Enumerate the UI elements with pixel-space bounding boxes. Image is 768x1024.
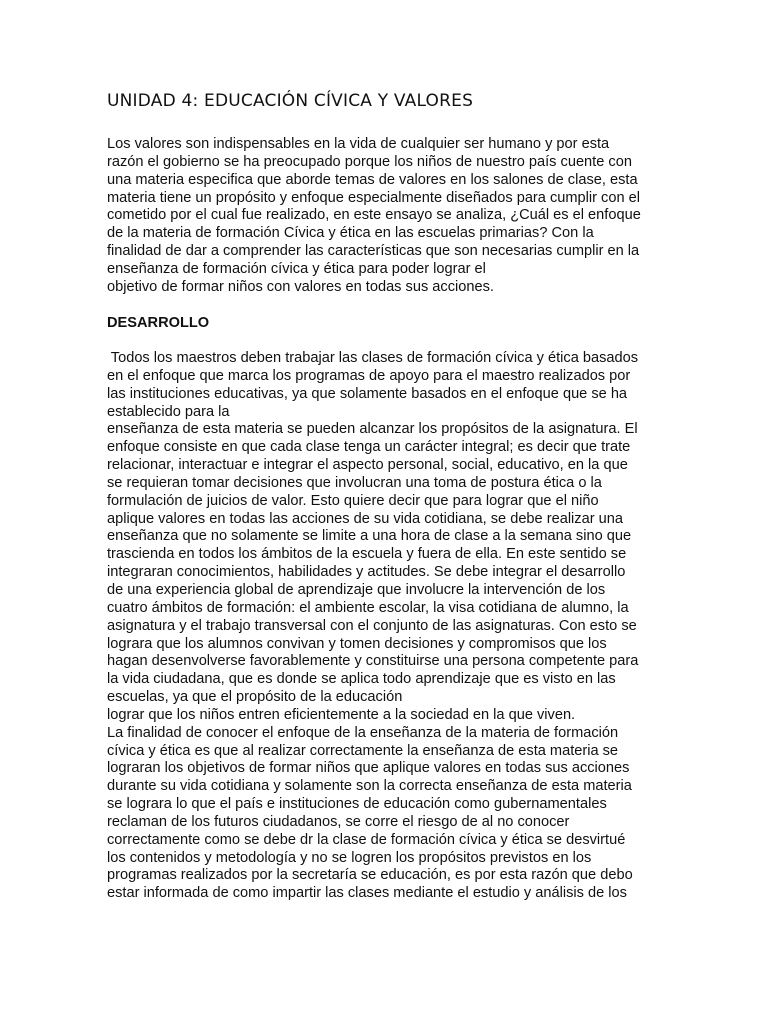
- body-line: se requieran tomar decisiones que involucran una toma de postura ética o la: [107, 474, 602, 491]
- body-line: trascienda en todos los ámbitos de la escuela y fuera de ella. En este sentido se: [107, 546, 627, 563]
- body-line: lograr que los niños entren eficientemente a la sociedad en la que viven.: [107, 706, 576, 723]
- body-line: se lograra lo que el país e instituciones de educación como gubernamentales: [107, 796, 607, 813]
- body-line: las instituciones educativas, ya que solamente basados en el enfoque que se ha: [107, 385, 628, 402]
- intro-line: Los valores son indispensables en la vida de cualquier ser humano y por esta: [107, 136, 610, 152]
- body-line: enseñanza que no solamente se limite a una hora de clase a la semana sino que: [107, 528, 632, 545]
- body-line: lograra que los alumnos convivan y tomen decisiones y compromisos que los: [107, 635, 607, 652]
- intro-line: razón el gobierno se ha preocupado porque los niños de nuestro país cuente con: [107, 153, 632, 170]
- body-line: en el enfoque que marca los programas de apoyo para el maestro realizados por: [107, 367, 631, 384]
- body-line: durante su vida cotidiana y solamente son la correcta enseñanza de esta materia: [107, 778, 632, 795]
- body-line: programas realizados por la secretaría se educación, es por esta razón que debo: [107, 867, 633, 884]
- body-line: enseñanza de esta materia se pueden alcanzar los propósitos de la asignatura. El: [107, 421, 638, 438]
- intro-line: una materia especifica que aborde temas de valores en los salones de clase, esta: [107, 171, 638, 188]
- development-body: [107, 350, 638, 903]
- body-line: lograran los objetivos de formar niños que aplique valores en todas sus acciones: [107, 760, 630, 777]
- intro-line: objetivo de formar niños con valores en todas sus acciones.: [107, 278, 494, 295]
- intro-line: enseñanza de formación cívica y ética para poder lograr el: [107, 260, 486, 277]
- intro-line: de la materia de formación Cívica y ética en las escuelas primarias? Con la: [107, 225, 594, 242]
- intro-line: materia tiene un propósito y enfoque especialmente diseñados para cumplir con el: [107, 189, 640, 206]
- body-line: la vida ciudadana, que es donde se aplica todo aprendizaje que es visto en las: [107, 671, 616, 688]
- section-heading: DESARROLLO: [107, 315, 210, 331]
- body-line: hagan desenvolverse favorablemente y constituirse una persona competente para: [107, 653, 639, 670]
- intro-line: finalidad de dar a comprender las características que son necesarias cumplir en la: [107, 243, 640, 260]
- body-line: escuelas, ya que el propósito de la educación: [107, 689, 403, 706]
- body-line: correctamente como se debe dr la clase de formación cívica y ética se desvirtué: [107, 831, 626, 848]
- document-title: UNIDAD 4: EDUCACIÓN CÍVICA Y VALORES: [107, 91, 474, 111]
- body-line: integraran conocimientos, habilidades y actitudes. Se debe integrar el desarrollo: [107, 564, 626, 581]
- body-line: reclaman de los futuros ciudadanos, se corre el riesgo de al no conocer: [107, 813, 570, 830]
- body-line: formulación de juicios de valor. Esto quiere decir que para lograr que el niño: [107, 492, 599, 509]
- body-line: estar informada de como impartir las clases mediante el estudio y análisis de los: [107, 885, 627, 902]
- body-line: cívica y ética es que al realizar correctamente la enseñanza de esta materia se: [107, 742, 619, 759]
- intro-line: cometido por el cual fue realizado, en este ensayo se analiza, ¿Cuál es el enfoque: [107, 207, 641, 224]
- intro-paragraph: [107, 136, 641, 297]
- body-line: de una experiencia global de aprendizaje que involucre la intervención de los: [107, 581, 606, 598]
- body-line: relacionar, interactuar e integrar el aspecto personal, social, educativo, en la que: [107, 457, 628, 474]
- body-line: La finalidad de conocer el enfoque de la enseñanza de la materia de formación: [107, 724, 619, 741]
- body-line: Todos los maestros deben trabajar las clases de formación cívica y ética basados: [107, 350, 639, 366]
- body-line: cuatro ámbitos de formación: el ambiente escolar, la visa cotidiana de alumno, la: [107, 599, 629, 616]
- body-line: establecido para la: [107, 403, 230, 420]
- body-line: enfoque consiste en que cada clase tenga un carácter integral; es decir que trate: [107, 439, 631, 456]
- body-line: los contenidos y metodología y no se logren los propósitos previstos en los: [107, 849, 592, 866]
- body-line: aplique valores en todas las acciones de su vida cotidiana, se debe realizar una: [107, 510, 623, 527]
- body-line: asignatura y el trabajo transversal con el conjunto de las asignaturas. Con esto se: [107, 617, 637, 634]
